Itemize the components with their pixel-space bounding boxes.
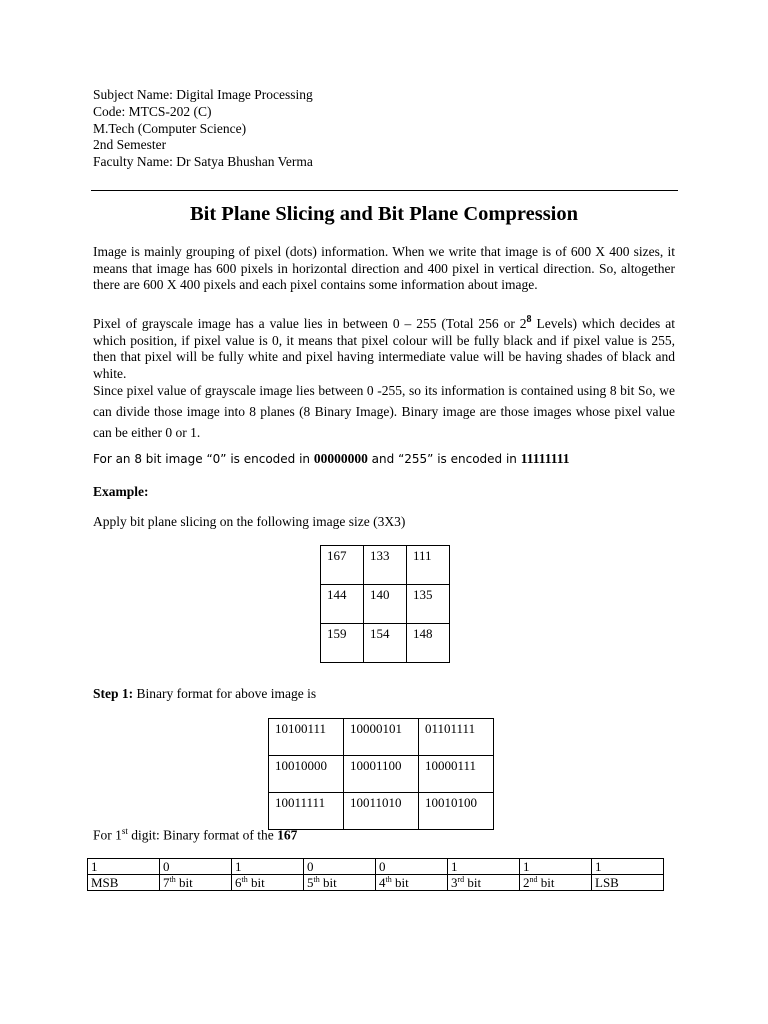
table-cell: 140 xyxy=(364,585,407,624)
step-1-label: Step 1: xyxy=(93,686,134,701)
table-cell: 10010000 xyxy=(269,756,344,793)
bit-label-text: MSB xyxy=(91,875,119,890)
example-heading: Example: xyxy=(93,484,149,499)
table-cell: 10011111 xyxy=(269,793,344,830)
table-row xyxy=(269,719,494,756)
subject-name: Subject Name: Digital Image Processing xyxy=(93,87,313,102)
table-cell: 10000101 xyxy=(344,719,419,756)
program-name: M.Tech (Computer Science) xyxy=(93,120,247,136)
bit-label-cell xyxy=(232,875,304,891)
encoding-text-c: and “255” is encoded in xyxy=(367,452,521,466)
table-row xyxy=(269,793,494,830)
paragraph-bit-planes: Since pixel value of grayscale image lies between 0 -255, so its information is contained using 8 bit So, we can divide those image into 8 planes (8 Binary Image). Binary image are those images whose pixel value can be either 0 or 1. xyxy=(93,383,675,440)
bit-label-suffix: bit xyxy=(175,875,193,890)
table-row xyxy=(321,624,450,663)
table-cell: 10001100 xyxy=(344,756,419,793)
table-cell: 159 xyxy=(321,624,364,663)
document-title: Bit Plane Slicing and Bit Plane Compression xyxy=(189,203,579,225)
bit-label-text: 7 xyxy=(163,875,170,890)
bit-label-text: 6 xyxy=(235,875,242,890)
bit-value-row xyxy=(88,859,664,875)
bit-value-cell: 1 xyxy=(448,859,520,875)
bit-position-table xyxy=(87,858,664,891)
bit-label-sup: th xyxy=(385,875,392,884)
table-cell: 10000111 xyxy=(419,756,494,793)
image-pixel-table xyxy=(320,545,450,663)
binary-pixel-table xyxy=(268,718,494,830)
encoding-text-a: For an 8 bit image “0” is encoded in xyxy=(93,452,314,466)
bit-label-text: 2 xyxy=(523,875,530,890)
table-cell: 148 xyxy=(407,624,450,663)
step-1-text: Binary format for above image is xyxy=(133,686,317,701)
bit-label-suffix: bit xyxy=(319,875,337,890)
bit-value-cell: 1 xyxy=(232,859,304,875)
semester: 2nd Semester xyxy=(93,137,167,153)
bit-label-sup: th xyxy=(313,875,320,884)
faculty-name: Faculty Name: Dr Satya Bhushan Verma xyxy=(93,154,313,170)
apply-instruction: Apply bit plane slicing on the following image size (3X3) xyxy=(93,514,406,529)
bit-label-cell xyxy=(304,875,376,891)
table-cell: 144 xyxy=(321,585,364,624)
table-cell: 111 xyxy=(407,546,450,585)
bit-label-cell xyxy=(376,875,448,891)
table-cell: 10010100 xyxy=(419,793,494,830)
table-cell: 01101111 xyxy=(419,719,494,756)
bit-value-cell: 1 xyxy=(520,859,592,875)
encoding-zero-bits: 00000000 xyxy=(313,451,368,466)
bit-label-sup: th xyxy=(169,875,176,884)
bit-label-cell xyxy=(88,875,160,891)
first-digit-text-a: For 1 xyxy=(93,827,122,843)
table-cell: 10100111 xyxy=(269,719,344,756)
bit-value-cell: 0 xyxy=(304,859,376,875)
superscript-eight: 8 xyxy=(526,314,532,325)
bit-label-cell xyxy=(160,875,232,891)
bit-value-cell: 0 xyxy=(376,859,448,875)
bit-label-suffix: bit xyxy=(391,875,409,890)
bit-label-text: LSB xyxy=(595,875,619,890)
bit-label-suffix: bit xyxy=(537,875,555,890)
bit-label-sup: rd xyxy=(457,875,465,884)
first-digit-text-b: digit: Binary format of the xyxy=(127,827,278,843)
table-cell: 154 xyxy=(364,624,407,663)
bit-label-cell xyxy=(520,875,592,891)
bit-value-cell: 1 xyxy=(592,859,664,875)
first-digit-value: 167 xyxy=(277,827,298,843)
bit-label-text: 4 xyxy=(379,875,386,890)
encoding-statement xyxy=(93,451,570,467)
bit-label-text: 5 xyxy=(307,875,314,890)
table-cell: 133 xyxy=(364,546,407,585)
bit-label-cell xyxy=(592,875,664,891)
first-digit-sup: st xyxy=(121,826,128,836)
table-cell: 167 xyxy=(321,546,364,585)
paragraph-grayscale xyxy=(93,312,675,382)
bit-label-suffix: bit xyxy=(464,875,482,890)
bit-label-sup: th xyxy=(241,875,248,884)
table-row xyxy=(269,756,494,793)
first-digit-caption xyxy=(93,826,297,844)
bit-label-suffix: bit xyxy=(247,875,265,890)
paragraph-grayscale-text-a: Pixel of grayscale image has a value lies in between 0 – 255 (Total 256 or 2 xyxy=(93,316,527,331)
table-row xyxy=(321,546,450,585)
table-cell: 135 xyxy=(407,585,450,624)
course-code: Code: MTCS-202 (C) xyxy=(93,103,212,119)
step-1-caption xyxy=(93,686,316,702)
bit-label-sup: nd xyxy=(529,875,538,884)
paragraph-pixel-intro: Image is mainly grouping of pixel (dots) information. When we write that image is of 600 X 400 sizes, it means that image has 600 pixels in horizontal direction and 400 pixel in vertical direction. So, altogether there are 600 X 400 pixels and each pixel contains some information about image. xyxy=(93,244,675,293)
horizontal-divider xyxy=(91,190,678,191)
bit-value-cell: 0 xyxy=(160,859,232,875)
paragraph-grayscale-text-b: Levels) which decides at which position, if pixel value is 0, it means that pixel colour will be fully black and if pixel value is 255, then that pixel will be fully white and pixel having intermediate value will be having shades of black and white. xyxy=(93,316,675,381)
bit-label-cell xyxy=(448,875,520,891)
bit-label-row xyxy=(88,875,664,891)
table-row xyxy=(321,585,450,624)
encoding-255-bits: 11111111 xyxy=(520,451,570,466)
course-header xyxy=(93,87,313,171)
table-cell: 10011010 xyxy=(344,793,419,830)
bit-label-text: 3 xyxy=(451,875,458,890)
bit-value-cell: 1 xyxy=(88,859,160,875)
